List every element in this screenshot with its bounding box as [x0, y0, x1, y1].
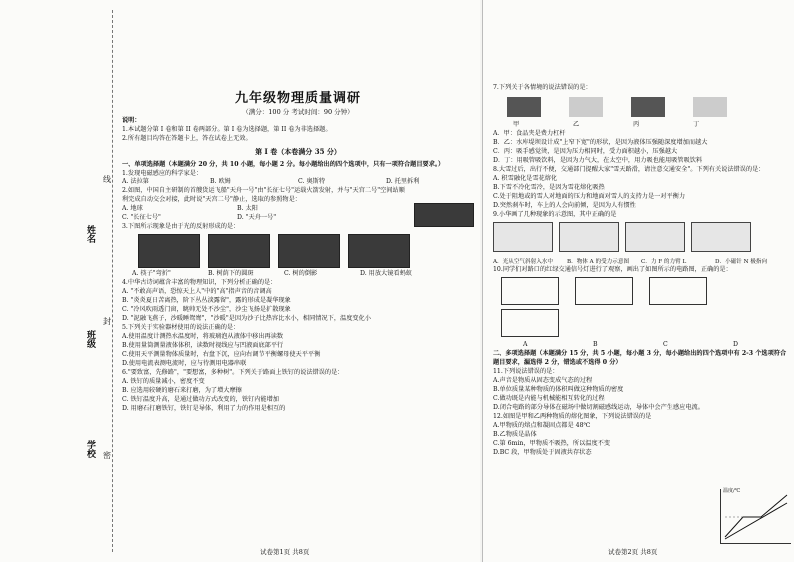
caption: C	[663, 340, 668, 348]
option: A.甲物质的熔点和凝固点都是 48℃	[493, 421, 591, 429]
lever-arm-diagram	[625, 222, 685, 252]
section-1-title: 一、单项选择题（本题满分 20 分，共 10 小题，每小题 2 分。每小题给出的四个选项中，只有一项符合题目要求。）	[122, 160, 445, 168]
school-label: 学校	[85, 440, 95, 458]
option: B.使用量筒测量液体体积，读数时视线应与凹液面底部平行	[122, 342, 284, 350]
secret-mark: 密	[103, 448, 111, 463]
chopsticks-photo	[138, 234, 200, 268]
option: C. 奥斯特	[298, 178, 326, 186]
question-7: 7.下列关于各情境的说法错误的是：	[493, 84, 592, 91]
circuit-diagram	[501, 277, 559, 305]
option: D. 托里拆利	[386, 178, 420, 186]
option: C. 铁钉温度升高，是通过做功方式改变的，铁钉内能增加	[122, 396, 279, 404]
circuit-diagram	[501, 309, 559, 337]
question-6: 6."要致富，先修路"，"要想富，多种树"。下列关于路面上铁钉的说法错误的是：	[122, 369, 344, 377]
option: D.BC 段，甲物质处于固液共存状态	[493, 448, 592, 456]
question-10-circuits	[501, 277, 789, 341]
melting-graph	[720, 489, 791, 544]
caption: B. 树荫下的圆斑	[208, 270, 254, 278]
option: B．乙：水库堤坝设计成"上窄下宽"的形状，是因为液体压强随深度增加而越大	[493, 138, 708, 146]
left-content	[122, 90, 474, 414]
force-diagram	[559, 222, 619, 252]
caption: D. 用放大镜看蚂蚁	[360, 270, 412, 278]
option: C. "冷风吹雨透门窗，眺帅无处不沙尘"，沙尘飞扬是扩散现象	[122, 306, 291, 314]
question-2-block	[122, 187, 474, 223]
caption: B	[593, 340, 598, 348]
option: D．丁：用吸管吸饮料，是因为力气大，在太空中，用力吸也能用吸管吸饮料	[493, 156, 703, 164]
option: A.使用温度计测热水温度时，将玻璃泡从液体中移出再读数	[122, 333, 284, 341]
option: B.乙物质是晶体	[493, 430, 537, 438]
caption: 甲	[513, 120, 520, 128]
question-7-figures	[507, 97, 789, 121]
class-label: 班级	[85, 330, 95, 348]
curve-jia	[725, 495, 787, 537]
circuit-diagram	[649, 277, 707, 305]
question-10-captions	[523, 341, 794, 350]
option: B.单位质量某种物质的体积叫做这种物质的密度	[493, 385, 624, 393]
question-9-captions	[493, 258, 789, 266]
option: B.下雪不冷化雪冷，是因为雪花熔化吸热	[493, 183, 605, 191]
hands-picture	[631, 97, 665, 117]
caption: D	[733, 340, 738, 348]
circuit-diagram	[575, 277, 633, 305]
option: A. "不敢高声语，恐惊天上人"中的"高"指声音的音调高	[122, 288, 272, 296]
tree-shadow-photo	[208, 234, 270, 268]
caption: A	[523, 340, 528, 348]
right-content	[493, 84, 789, 458]
note-2: 2.所有题目均答在答题卡上，答在试卷上无效。	[122, 135, 252, 143]
question-2-options-cd	[122, 214, 352, 223]
question-3: 3.下图所示现象是由于光的反射形成的是：	[122, 223, 240, 231]
question-7-captions	[513, 121, 753, 130]
option: A.声音是物质从固态变成气态的过程	[493, 376, 593, 384]
caption: D．小磁针 N 极指向	[715, 258, 768, 265]
caption: 丙	[633, 120, 640, 128]
part-1-title: 第 I 卷（本卷满分 35 分）	[255, 147, 341, 157]
notes-title: 说明：	[122, 117, 141, 125]
curve-yi	[725, 503, 787, 539]
question-10: 10.同学们对路口的红绿交通信号灯进行了观察，画出了如图所示的电路图，正确的是：	[493, 265, 732, 273]
line-mark: 线	[103, 172, 111, 187]
option: D. 用磨石打磨铁钉，铁钉是导体，利用了力的作用是相互的	[122, 405, 286, 413]
section-2-title: 二、多项选择题（本题满分 15 分，共 5 小题，每小题 3 分，每小题给出的四个选项中有 2-3 个选项符合题目要求，漏选得 2 分，错选或不选得 0 分）	[493, 349, 787, 366]
option: B. "炎炎夏日苦离热，阶下丛丛淡露留"，露的形成是凝华现象	[122, 297, 291, 305]
seal-mark: 封	[103, 314, 111, 329]
refraction-diagram	[493, 222, 553, 252]
option: C.第 6min，甲物质不吸热，所以温度不变	[493, 439, 611, 447]
option: C．丙：吸手感觉烫，是因为压力相同时，受力面积越小，压强越大	[493, 147, 678, 155]
melting-curves	[721, 489, 791, 543]
option: B. 太阳	[237, 205, 258, 213]
caption: B．物体 A 的受力示意图	[567, 258, 630, 265]
option: A. 积雪融化是雪花熔化	[493, 174, 558, 182]
option: D.突然刹车时，车上的人会向前倾，是因为人有惯性	[493, 201, 636, 209]
option: D.使用电流表测电流时，应与待测用电器串联	[122, 360, 247, 368]
option: D. "泥融飞燕子，沙暖睡鸳鸯"，"沙暖"是因为沙子比热容比水小，相同情况下，温度变化小	[122, 315, 371, 323]
caption: A．光从空气斜射入水中	[493, 258, 553, 265]
question-3-figures	[138, 234, 474, 268]
page-footer-1: 试卷第1页 共8页	[260, 548, 310, 556]
question-2: 2.如图，中国自主研制的首艘货运飞船"天舟一号"由"长征七号"运载火箭发射，并与"天宫二号"空间站顺利完成自动交会对接，此时说"天宫二号"静止，选取的参照物是：	[122, 187, 405, 204]
binding-line	[112, 10, 113, 552]
option: A. 地球	[122, 205, 143, 213]
option: C.处于阻地或的雪人对地面的压力和地面对雪人的支持力是一对平衡力	[493, 192, 686, 200]
caption: C. 树的倒影	[284, 270, 318, 278]
question-12: 12.如图是甲和乙两种物质的熔化图象，下列说法错误的是	[493, 412, 652, 420]
option: B. 欧姆	[210, 178, 231, 186]
option: D.闭合电路的部分导体在磁场中做切割磁感线运动，导体中会产生感应电流。	[493, 403, 704, 411]
binding-margin	[0, 0, 118, 562]
caption: A. 筷子"弯折"	[132, 270, 171, 278]
question-11: 11.下列说法错误的是：	[493, 367, 559, 375]
option: D. "天舟一号"	[237, 214, 277, 222]
question-9-figures	[493, 222, 789, 256]
compass-diagram	[691, 222, 751, 252]
note-1: 1.本试题分第 I 卷和第 II 卷两部分。第 I 卷为选择题，第 II 卷为非选择题。	[122, 126, 332, 134]
caption: 丁	[693, 120, 700, 128]
magnifier-photo	[348, 234, 410, 268]
option: C.做功既是内能与机械能相互转化的过程	[493, 394, 605, 402]
option: A．甲：食品夹是费力杠杆	[493, 129, 566, 137]
food-tongs-picture	[507, 97, 541, 117]
option: A. 法拉第	[122, 178, 149, 186]
rocket-photo	[414, 203, 474, 227]
exam-subtitle: （满分：100 分 考试时间：90 分钟）	[242, 108, 354, 116]
caption: 乙	[573, 120, 580, 128]
option: A. 铁钉的质量减小，密度不变	[122, 378, 205, 386]
exam-title: 九年级物理质量调研	[234, 91, 361, 106]
question-9: 9.小华画了几种现象的示意图，其中正确的是	[493, 210, 617, 218]
option: B. 应选用较硬的磨石来打磨，为了增大摩擦	[122, 387, 242, 395]
graph-y-label: 温度/℃	[723, 488, 741, 494]
question-5: 5.下列关于实验器材使用的说法正确的是：	[122, 324, 240, 332]
straw-drinking-picture	[693, 97, 727, 117]
option: C. "长征七号"	[122, 214, 161, 222]
exam-page-2	[482, 0, 794, 562]
option: C.使用天平测量物体质量时，右盘下沉，应向右调节平衡螺母使天平平衡	[122, 351, 321, 359]
reflection-photo	[278, 234, 340, 268]
page-footer-2: 试卷第2页 共8页	[608, 548, 658, 556]
question-1: 1.发现电磁感应的科学家是：	[122, 169, 203, 177]
dam-picture	[569, 97, 603, 117]
question-8: 8.大雪过后，出行不便，交通部门提醒大家"雪天路滑，请注意交通安全"。下列有关说法错误的是：	[493, 165, 765, 173]
caption: C．力 F 的力臂 L	[641, 258, 687, 265]
question-4: 4.中华古诗词蕴含丰富的物理知识，下列分析正确的是：	[122, 279, 277, 287]
name-label: 姓名	[85, 225, 95, 243]
